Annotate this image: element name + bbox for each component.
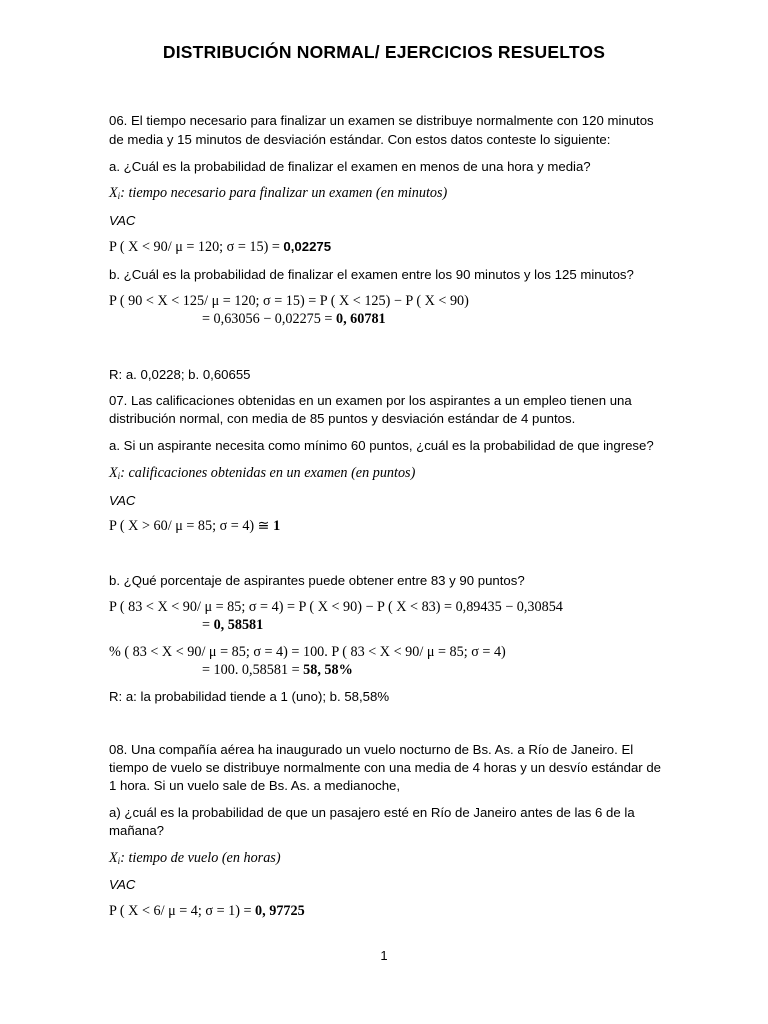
e07-intro-line1: 07. Las calificaciones obtenidas en un examen por los aspirantes a un empleo tienen una	[109, 393, 632, 408]
e06-question-a: a. ¿Cuál es la probabilidad de finalizar el examen en menos de una hora y media?	[109, 159, 591, 174]
e08-prob-a-result: 0, 97725	[255, 903, 305, 919]
e06-prob-a-result: 0,02275	[283, 239, 332, 254]
e06-question-b: b. ¿Cuál es la probabilidad de finalizar el examen entre los 90 minutos y los 125 minutos?	[109, 267, 634, 282]
e07-question-b: b. ¿Qué porcentaje de aspirantes puede obtener entre 83 y 90 puntos?	[109, 573, 525, 588]
e06-prob-b-line1: P ( 90 < X < 125/ μ = 120; σ = 15) = P ( X < 125) − P ( X < 90)	[109, 293, 469, 309]
e06-prob-b-line2	[202, 311, 386, 328]
e07-percent-result: 58, 58%	[303, 662, 353, 678]
e07-vac-label: VAC	[109, 493, 136, 508]
e07-prob-b-line2	[202, 617, 263, 634]
e08-variable-text: tiempo de vuelo (en horas)	[128, 850, 281, 866]
e06-prob-b-result: 0, 60781	[335, 311, 386, 327]
e06-prob-a-expr: P ( X < 90/ μ = 120; σ = 15) =	[109, 239, 284, 255]
e08-prob-a-expr: P ( X < 6/ μ = 4; σ = 1) =	[109, 903, 256, 919]
e07-variable-def: $X_i$: calificaciones obtenidas en un examen (en puntos)	[109, 465, 416, 481]
e07-variable-text: calificaciones obtenidas en un examen (en puntos)	[128, 465, 416, 481]
e08-variable-def: $X_i$: tiempo de vuelo (en horas)	[109, 850, 281, 866]
e06-answer: R: a. 0,0228; b. 0,60655	[109, 367, 251, 382]
page-title: DISTRIBUCIÓN NORMAL/ EJERCICIOS RESUELTOS	[162, 42, 606, 62]
e07-prob-b-eq: =	[202, 617, 214, 633]
e07-question-a: a. Si un aspirante necesita como mínimo 60 puntos, ¿cuál es la probabilidad de que ingrese?	[109, 438, 654, 453]
e07-percent-line1: % ( 83 < X < 90/ μ = 85; σ = 4) = 100. P ( 83 < X < 90/ μ = 85; σ = 4)	[109, 644, 506, 660]
e08-intro-line3: 1 hora. Si un vuelo sale de Bs. As. a medianoche,	[109, 778, 401, 793]
e08-question-a-line2: mañana?	[109, 823, 164, 838]
e06-variable-def: $X_i$: tiempo necesario para finalizar un examen (en minutos)	[109, 185, 448, 201]
e08-question-a-line1: a) ¿cuál es la probabilidad de que un pasajero esté en Río de Janeiro antes de las 6 de la	[109, 805, 635, 820]
e06-intro-line1: 06. El tiempo necesario para finalizar un examen se distribuye normalmente con 120 minutos	[109, 113, 654, 128]
page-number: 1	[380, 948, 388, 963]
e08-vac-label: VAC	[109, 877, 136, 892]
e06-variable-text: tiempo necesario para finalizar un examen (en minutos)	[128, 185, 448, 201]
e07-percent-line2	[202, 662, 353, 679]
e07-prob-b-line1: P ( 83 < X < 90/ μ = 85; σ = 4) = P ( X < 90) − P ( X < 83) = 0,89435 − 0,30854	[109, 599, 563, 615]
e06-prob-b-expr: = 0,63056 − 0,02275 =	[202, 311, 336, 327]
e07-prob-a-result: 1	[273, 518, 281, 534]
e07-prob-b-result: 0, 58581	[213, 617, 264, 633]
e07-prob-a-expr: P ( X > 60/ μ = 85; σ = 4) ≅	[109, 518, 274, 534]
e07-prob-a	[109, 518, 280, 535]
e08-intro-line1: 08. Una compañía aérea ha inaugurado un vuelo nocturno de Bs. As. a Río de Janeiro. El	[109, 742, 634, 757]
e07-answer: R: a: la probabilidad tiende a 1 (uno); b. 58,58%	[109, 689, 390, 704]
e07-intro-line2: distribución normal, con media de 85 puntos y desviación estándar de 4 puntos.	[109, 411, 576, 426]
e06-prob-a	[109, 239, 331, 256]
e08-intro-line2: tiempo de vuelo se distribuye normalmente con una media de 4 horas y un desvío estándar de	[109, 760, 662, 775]
e06-intro-line2: de media y 15 minutos de desviación estándar. Con estos datos conteste lo siguiente:	[109, 132, 611, 147]
e07-percent-expr: = 100. 0,58581 =	[202, 662, 304, 678]
e08-prob-a	[109, 903, 305, 920]
e06-vac-label: VAC	[109, 213, 136, 228]
